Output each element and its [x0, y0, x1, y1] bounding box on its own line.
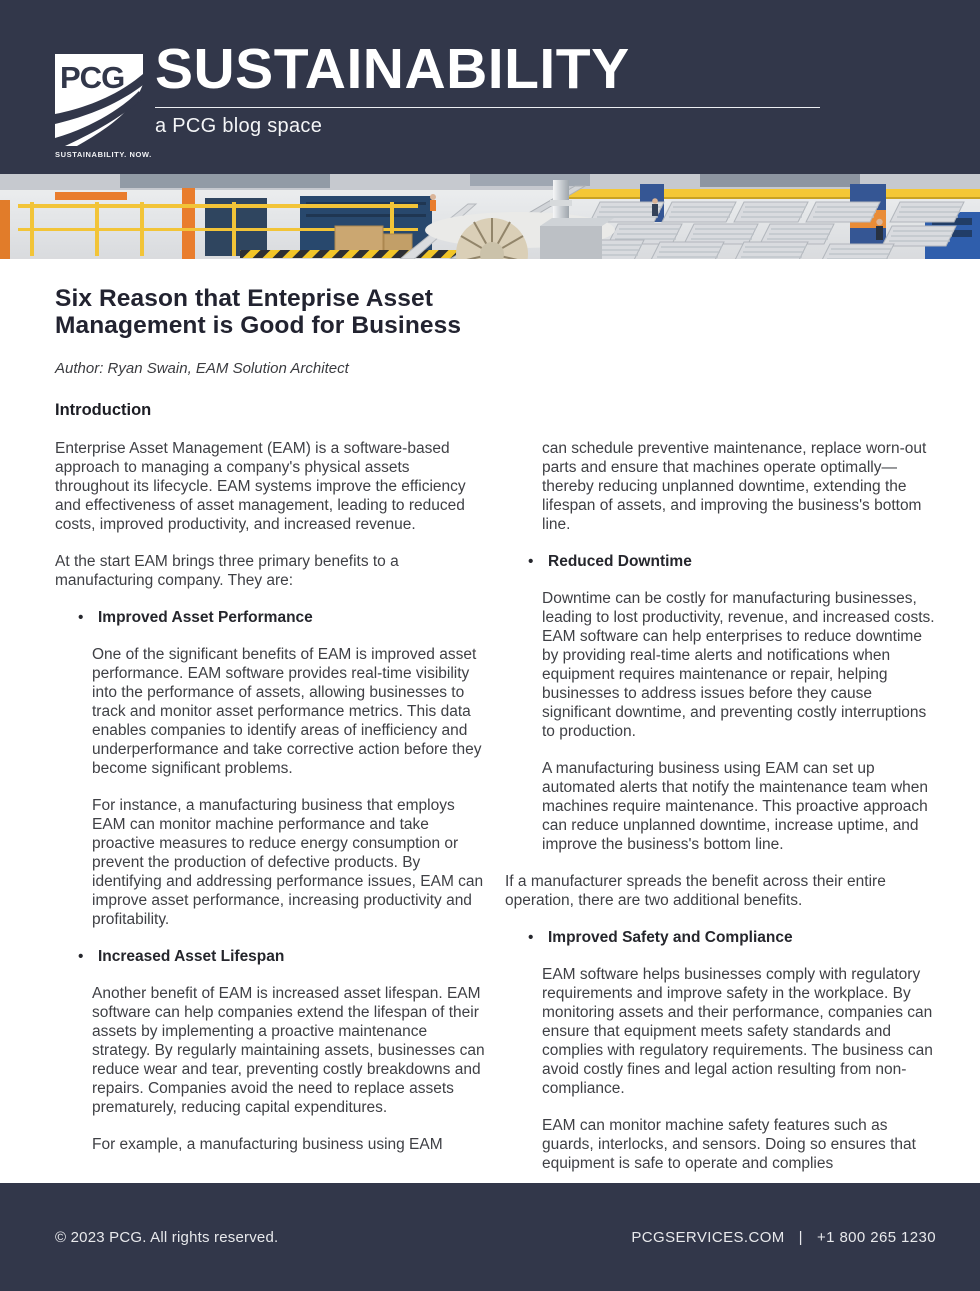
article-paragraph: Enterprise Asset Management (EAM) is a software-based approach to managing a company's physical assets throughout its lifecycle. EAM systems improve the efficiency and effectiveness of asset management, leading to reduced costs, improved productivity, and increased revenue.: [55, 440, 466, 533]
masthead: [0, 0, 980, 174]
blog-title: SUSTAINABILITY: [155, 37, 630, 101]
bullet-item-label: Improved Safety and Compliance: [548, 929, 793, 946]
bullet-item: [78, 608, 487, 627]
article-title: Six Reason that Enteprise Asset Management is Good for Business: [55, 285, 462, 339]
article-paragraph: For instance, a manufacturing business that employs EAM can monitor machine performance and take proactive measures to reduce energy consumption or prevent the production of defective products. By identifying and addressing performance issues, EAM can improve asset performance, increasing productivity and profitability.: [92, 797, 484, 928]
author-byline: Author: Ryan Swain, EAM Solution Architect: [55, 360, 349, 377]
pcg-logo-text: PCG: [60, 60, 125, 95]
footer-separator: |: [798, 1228, 803, 1246]
bullet-marker-icon: [78, 947, 98, 966]
article-paragraph: For example, a manufacturing business using EAM: [92, 1136, 443, 1153]
bullet-marker-icon: [528, 928, 548, 947]
left-column: [55, 439, 487, 1191]
bullet-item: [78, 947, 487, 966]
article-paragraph: Another benefit of EAM is increased asset lifespan. EAM software can help companies extend the lifespan of their assets by implementing a proactive maintenance strategy. By regularly maintaining assets, businesses can reduce wear and tear, preventing costly breakdowns and repairs. Companies avoid the need to replace assets prematurely, reducing capital expenditures.: [92, 985, 485, 1116]
pcg-logo: [55, 54, 143, 146]
masthead-divider: [155, 107, 820, 108]
masthead-titles: [155, 38, 825, 138]
bullet-item: [528, 928, 937, 947]
pcg-logo-block: [55, 54, 152, 159]
bullet-item-label: Reduced Downtime: [548, 553, 692, 570]
bullet-marker-icon: [78, 608, 98, 627]
logo-tagline: SUSTAINABILITY. NOW.: [55, 150, 152, 159]
article-paragraph: can schedule preventive maintenance, replace worn-out parts and ensure that machines operate optimally—thereby reducing unplanned downtime, extending the lifespan of assets, and improving the business's bottom line.: [542, 440, 927, 533]
bullet-marker-icon: [528, 552, 548, 571]
footer: [0, 1183, 980, 1291]
blog-subtitle: a PCG blog space: [155, 114, 323, 137]
article-paragraph: EAM software helps businesses comply with regulatory requirements and improve safety in the workplace. By monitoring assets and their performance, companies can ensure that equipment meets safety standards and complies with regulatory requirements. The business can avoid costly fines and legal action resulting from non-compliance.: [542, 966, 933, 1097]
article-paragraph: At the start EAM brings three primary benefits to a manufacturing company. They are:: [55, 553, 399, 589]
website-link[interactable]: PCGSERVICES.COM: [631, 1228, 785, 1246]
footer-contact: [631, 1229, 936, 1246]
bullet-item: [528, 552, 937, 571]
article-paragraph: EAM can monitor machine safety features such as guards, interlocks, and sensors. Doing so ensures that equipment is safe to operate and complies: [542, 1117, 916, 1172]
article-paragraph: A manufacturing business using EAM can set up automated alerts that notify the maintenance team when machines require maintenance. This proactive approach can reduce unplanned downtime, increase uptime, and improve the business's bottom line.: [542, 760, 929, 853]
article-columns: [55, 439, 937, 1191]
article-paragraph: If a manufacturer spreads the benefit across their entire operation, there are two additional benefits.: [505, 873, 886, 909]
article-paragraph: One of the significant benefits of EAM is improved asset performance. EAM software provides real-time visibility into the performance of assets, allowing businesses to track and monitor asset performance metrics. This data enables companies to identify areas of inefficiency and underperformance and take corrective action before they become significant problems.: [92, 646, 482, 777]
factory-photo-banner: [0, 174, 980, 259]
bullet-item-label: Increased Asset Lifespan: [98, 948, 285, 965]
right-column: [505, 439, 937, 1191]
introduction-heading: Introduction: [55, 401, 152, 419]
bullet-item-label: Improved Asset Performance: [98, 609, 313, 626]
copyright-text: © 2023 PCG. All rights reserved.: [55, 1228, 279, 1246]
article-paragraph: Downtime can be costly for manufacturing businesses, leading to lost productivity, revenue, and increased costs. EAM software can help enterprises to reduce downtime by providing real-time alerts and notifications when equipment requires maintenance or repair, helping businesses to address issues before they cause significant downtime, and preventing costly interruptions to production.: [542, 590, 935, 740]
article: [0, 259, 980, 1191]
phone-number: +1 800 265 1230: [816, 1228, 936, 1246]
